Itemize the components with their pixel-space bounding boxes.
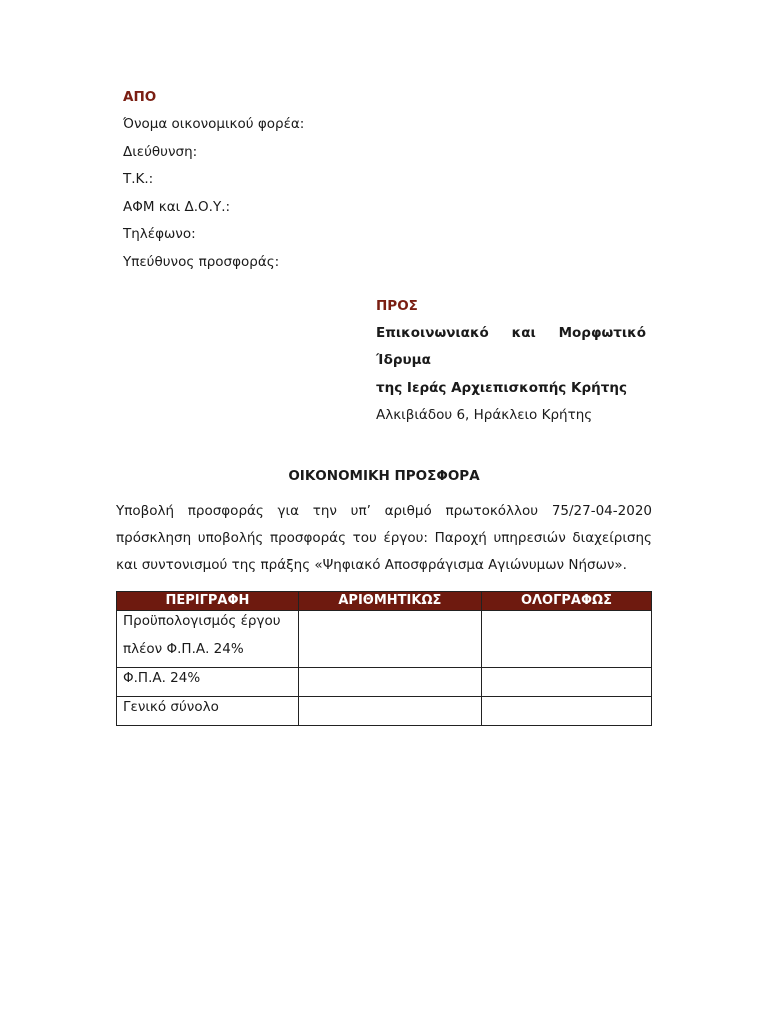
intro-word: αριθμό: [384, 503, 432, 519]
description-text: Γενικό σύνολο: [123, 699, 219, 715]
recipient-word: Επικοινωνιακό: [376, 325, 489, 341]
field-offer-contact: Υπεύθυνος προσφοράς:: [123, 253, 280, 270]
sender-block: [123, 86, 443, 278]
recipient-block: [376, 295, 646, 431]
description-text: Φ.Π.Α. 24%: [123, 670, 201, 686]
table-row: [117, 668, 652, 697]
intro-word: υποβολής: [197, 530, 264, 546]
recipient-word: και: [511, 325, 536, 341]
intro-word: για: [277, 503, 300, 519]
recipient-address: Αλκιβιάδου 6, Ηράκλειο Κρήτης: [376, 406, 593, 423]
intro-word: υπ’: [350, 503, 371, 519]
intro-word: πρόσκληση: [116, 530, 192, 546]
intro-line-1: [116, 500, 652, 527]
field-postal-code: Τ.Κ.:: [123, 171, 154, 187]
recipient-heading: ΠΡΟΣ: [376, 298, 418, 314]
intro-word: Υποβολή: [116, 503, 175, 519]
intro-word: προσφοράς: [187, 503, 264, 519]
intro-word: την: [312, 503, 337, 519]
cell-description: [117, 668, 299, 697]
recipient-word: Μορφωτικό: [558, 325, 646, 341]
intro-word: διαχείρισης: [572, 530, 652, 546]
cell-description: [117, 697, 299, 726]
column-header-description: ΠΕΡΙΓΡΑΦΗ: [117, 592, 299, 611]
table-header-row: [117, 592, 652, 611]
table-row: [117, 611, 652, 668]
field-company-name: Όνομα οικονομικού φορέα:: [123, 116, 305, 132]
intro-line-3: και συντονισμού της πράξης «Ψηφιακό Αποσφράγισμα Αγιώνυμων Νήσων».: [116, 557, 627, 573]
intro-word: Παροχή: [434, 530, 487, 546]
recipient-name-line2: Ίδρυμα: [376, 352, 431, 369]
intro-word: 75/27-04-2020: [551, 503, 652, 519]
cell-words[interactable]: [481, 611, 651, 668]
sender-heading: ΑΠΟ: [123, 89, 157, 105]
column-header-numeric: ΑΡΙΘΜΗΤΙΚΩΣ: [298, 592, 481, 611]
cell-description: [117, 611, 299, 668]
cell-numeric[interactable]: [298, 668, 481, 697]
cell-numeric[interactable]: [298, 611, 481, 668]
recipient-name-line3: της Ιεράς Αρχιεπισκοπής Κρήτης: [376, 379, 627, 396]
offer-title: ΟΙΚΟΝΟΜΙΚΗ ΠΡΟΣΦΟΡΑ: [288, 468, 480, 484]
cell-numeric[interactable]: [298, 697, 481, 726]
table-row: [117, 697, 652, 726]
intro-paragraph: [116, 500, 652, 581]
intro-word: πρωτοκόλλου: [445, 503, 539, 519]
description-text: πλέον Φ.Π.Α. 24%: [123, 641, 244, 657]
recipient-name-line1: [376, 322, 646, 349]
cell-words[interactable]: [481, 697, 651, 726]
intro-word: υπηρεσιών: [493, 530, 566, 546]
field-vat-tax-office: ΑΦΜ και Δ.Ο.Υ.:: [123, 198, 231, 215]
intro-word: προσφοράς: [269, 530, 347, 546]
field-address: Διεύθυνση:: [123, 143, 198, 160]
intro-line-2: [116, 527, 652, 554]
offer-table: [116, 591, 652, 726]
field-phone: Τηλέφωνο:: [123, 226, 196, 242]
cell-words[interactable]: [481, 668, 651, 697]
description-text: Προϋπολογισμός έργου: [123, 613, 281, 629]
intro-word: του: [352, 530, 377, 546]
intro-word: έργου:: [383, 530, 428, 546]
column-header-words: ΟΛΟΓΡΑΦΩΣ: [481, 592, 651, 611]
